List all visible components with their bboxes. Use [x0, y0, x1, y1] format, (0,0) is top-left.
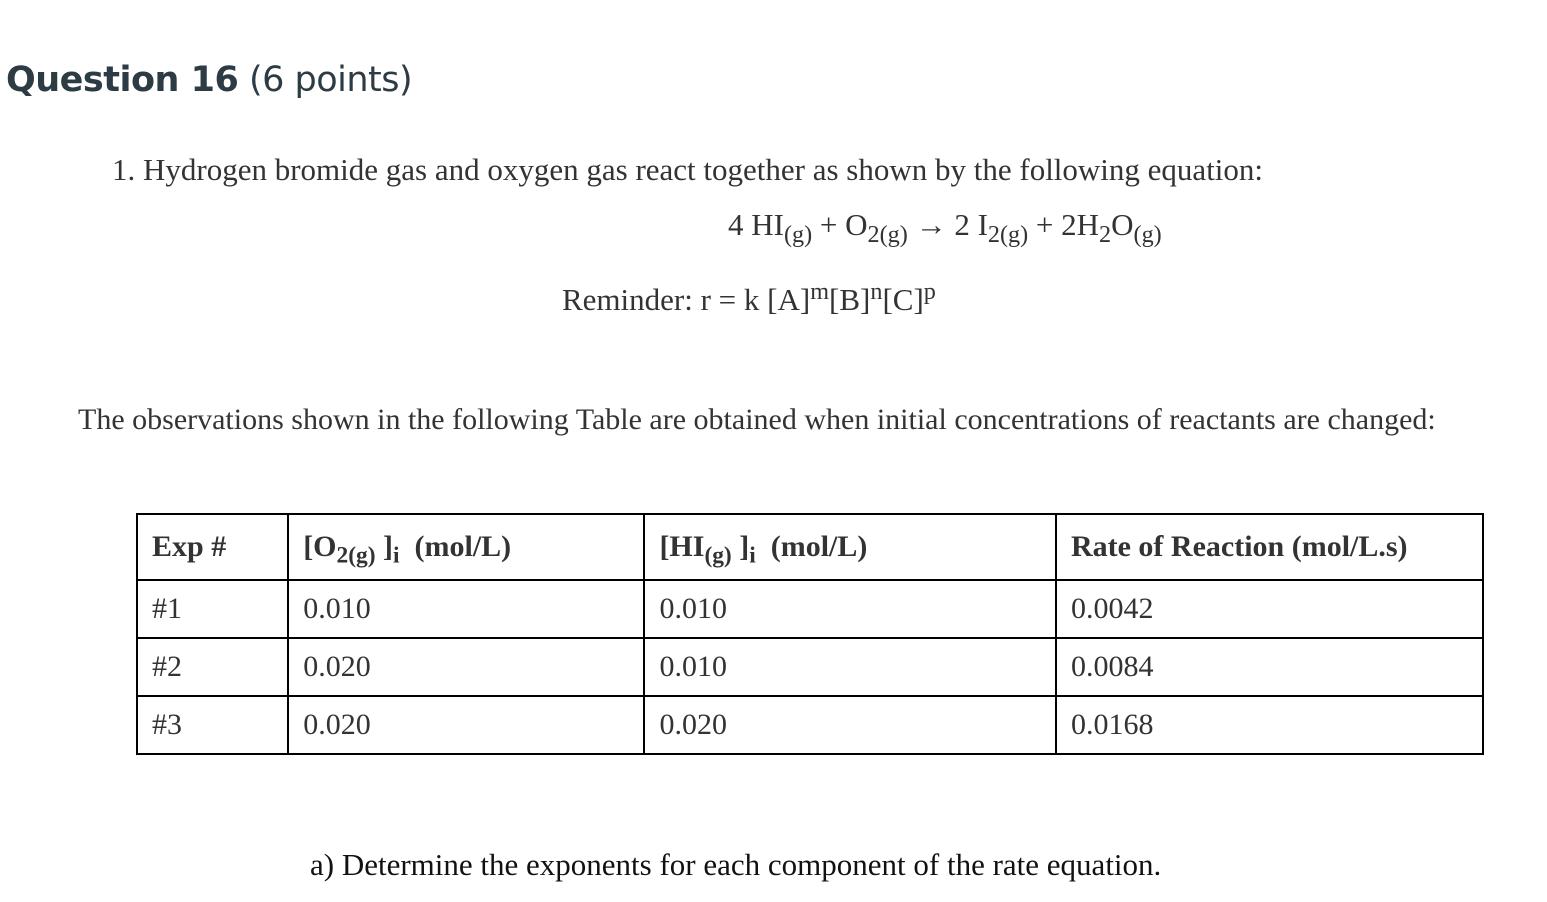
header-o2-open: [O — [303, 530, 337, 563]
reminder-n: n — [870, 278, 883, 306]
eq-hi: 4 HI — [728, 207, 784, 242]
eq-o: O — [1111, 207, 1134, 242]
eq-hi-state: (g) — [783, 220, 813, 248]
header-o2-concentration — [288, 514, 644, 580]
reminder-prefix: Reminder: r = k [A] — [562, 282, 811, 317]
reminder-m: m — [810, 278, 830, 306]
experiment-table — [136, 513, 1484, 755]
reminder-b: [B] — [829, 282, 871, 317]
header-hi-unit: (mol/L) — [755, 530, 868, 563]
table-header-row — [137, 514, 1483, 580]
header-rate: Rate of Reaction (mol/L.s) — [1056, 514, 1483, 580]
header-hi-sub: (g) — [704, 542, 732, 569]
header-o2-i: i — [393, 542, 400, 569]
cell-rate: 0.0168 — [1056, 696, 1483, 754]
cell-exp: #2 — [137, 638, 288, 696]
eq-arrow-i2: → 2 I — [907, 207, 988, 242]
question-points: (6 points) — [248, 60, 413, 100]
header-hi-i: i — [749, 542, 756, 569]
cell-hi: 0.010 — [644, 638, 1056, 696]
cell-o2: 0.020 — [288, 638, 644, 696]
eq-plus-h2o: + 2H — [1028, 207, 1100, 242]
header-hi-concentration — [644, 514, 1056, 580]
eq-plus-o2: + O — [812, 207, 868, 242]
observations-text: The observations shown in the following Table are obtained when initial concentrations of reactants are changed: — [78, 403, 1436, 436]
cell-hi: 0.020 — [644, 696, 1056, 754]
header-hi-open: [HI — [659, 530, 705, 563]
cell-exp: #3 — [137, 696, 288, 754]
question-title: Question 16 — [6, 60, 239, 100]
header-exp: Exp # — [137, 514, 288, 580]
intro-text: 1. Hydrogen bromide gas and oxygen gas react together as shown by the following equation: — [112, 152, 1264, 187]
cell-exp: #1 — [137, 580, 288, 638]
reminder-p: p — [923, 278, 936, 306]
cell-o2: 0.010 — [288, 580, 644, 638]
table-row — [137, 696, 1483, 754]
eq-h2-sub: 2 — [1099, 220, 1112, 248]
reminder-c: [C] — [882, 282, 924, 317]
header-o2-unit: (mol/L) — [399, 530, 512, 563]
chemical-equation — [728, 207, 1162, 248]
table-row — [137, 580, 1483, 638]
question-a-text: a) Determine the exponents for each component of the rate equation. — [310, 847, 1162, 882]
cell-o2: 0.020 — [288, 696, 644, 754]
cell-rate: 0.0042 — [1056, 580, 1483, 638]
eq-o2-sub: 2(g) — [867, 220, 908, 248]
header-o2-sub: 2(g) — [336, 542, 376, 569]
header-o2-close: ] — [375, 530, 393, 563]
eq-h2o-state: (g) — [1133, 220, 1162, 248]
question-header — [6, 60, 412, 100]
table-row — [137, 638, 1483, 696]
cell-hi: 0.010 — [644, 580, 1056, 638]
header-hi-close: ] — [731, 530, 750, 563]
cell-rate: 0.0084 — [1056, 638, 1483, 696]
eq-i2-sub: 2(g) — [987, 220, 1029, 248]
rate-law-reminder — [562, 278, 936, 318]
